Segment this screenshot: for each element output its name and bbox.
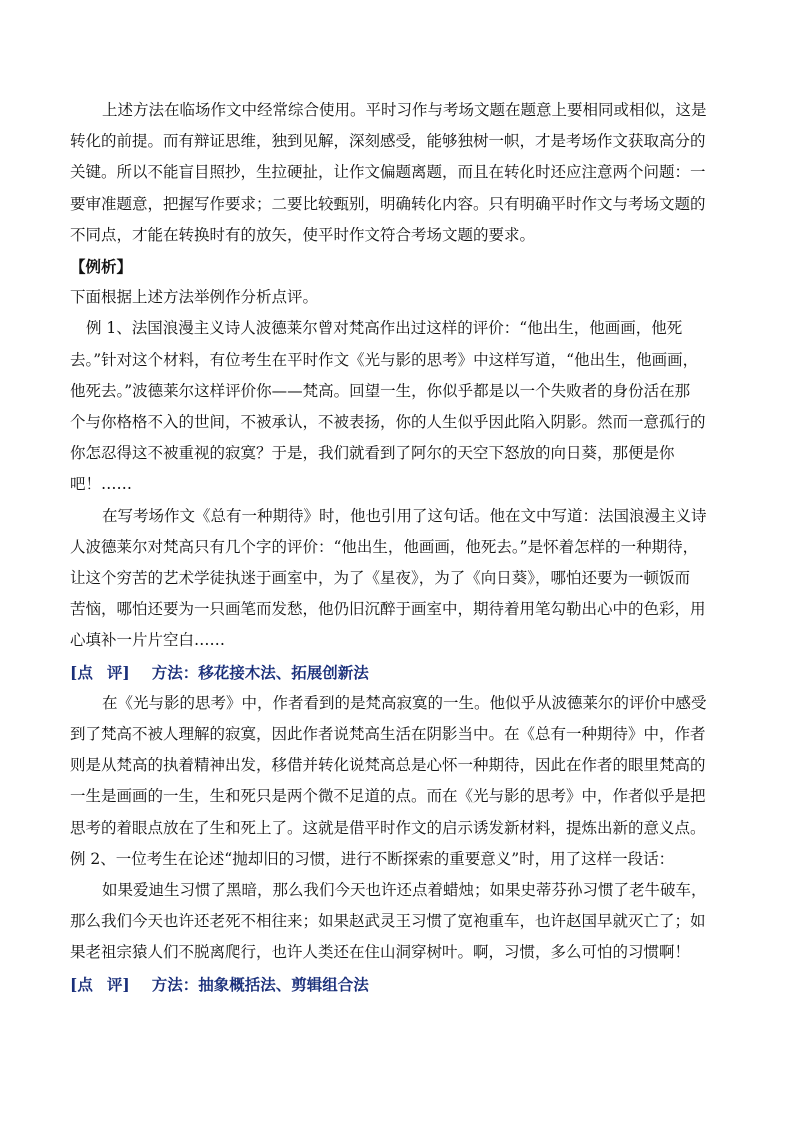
exam-essay-line: 苦恼，哪怕还要为一只画笔而发愁，他仍旧沉醉于画室中，期待着用笔勾勒出心中的色彩，用 xyxy=(70,600,706,619)
exam-essay-line: 心填补一片片空白…… xyxy=(70,631,226,650)
review-body-line: 思考的着眼点放在了生和死上了。这就是借平时作文的启示诱发新材料，提炼出新的意义点。 xyxy=(70,818,706,837)
review-label: [点 xyxy=(70,974,93,994)
example2-line: 那么我们今天也许还老死不相往来；如果赵武灵王习惯了宽袍重车，也许赵国早就灭亡了；如 xyxy=(70,912,706,931)
review-heading xyxy=(70,969,725,1000)
example1-line: 你怎忍得这不被重视的寂寞？于是，我们就看到了阿尔的天空下怒放的向日葵，那便是你 xyxy=(70,444,675,463)
example1-line: 个与你格格不入的世间，不被承认，不被表扬，你的人生似乎因此陷入阴影。然而一意孤行的 xyxy=(70,413,706,432)
example2-line: 果老祖宗猿人们不脱离爬行，也许人类还在住山洞穿树叶。啊，习惯，多么可怕的习惯啊！ xyxy=(70,943,691,962)
example-heading: 【例析】 xyxy=(70,257,133,277)
example1-line: 吧！…… xyxy=(70,475,133,494)
review-body-line: 则是从梵高的执着精神出发，移借并转化说梵高总是心怀一种期待，因此在作者的眼里梵高的 xyxy=(70,756,706,775)
paragraph-line: 不同点，才能在转换时有的放矢，使平时作文符合考场文题的要求。 xyxy=(70,225,536,244)
review-label: 评] xyxy=(106,662,130,682)
review-method: 方法：移花接木法、拓展创新法 xyxy=(151,662,369,682)
review-method: 方法：抽象概括法、剪辑组合法 xyxy=(151,974,369,994)
paragraph-line: 上述方法在临场作文中经常综合使用。平时习作与考场文题在题意上要相同或相似，这是 xyxy=(102,101,707,119)
paragraph-line: 要审准题意，把握写作要求；二要比较甄别，明确转化内容。只有明确平时作文与考场文题的 xyxy=(70,194,706,213)
exam-essay-line: 人波德莱尔对梵高只有几个字的评价：“他出生，他画画，他死去。”是怀着怎样的一种期待， xyxy=(70,537,699,556)
example1-line: 他死去。”波德莱尔这样评价你——梵高。回望一生，你似乎都是以一个失败者的身份活在那 xyxy=(70,381,691,400)
document-body xyxy=(70,95,725,1000)
review-label: [点 xyxy=(70,662,93,682)
review-body-line: 一生是画画的一生，生和死只是两个微不足道的点。而在《光与影的思考》中，作者似乎是把 xyxy=(70,787,706,806)
example2-line: 如果爱迪生习惯了黑暗，那么我们今天也许还点着蜡烛；如果史蒂芬孙习惯了老牛破车， xyxy=(102,881,707,900)
example1-line: 例 1、法国浪漫主义诗人波德莱尔曾对梵高作出过这样的评价：“他出生，他画画，他死 xyxy=(86,319,683,338)
review-heading xyxy=(70,657,725,688)
review-body-line: 到了梵高不被人理解的寂寞，因此作者说梵高生活在阴影当中。在《总有一种期待》中，作者 xyxy=(70,725,706,744)
example1-line: 去。”针对这个材料，有位考生在平时作文《光与影的思考》中这样写道，“他出生，他画画， xyxy=(70,350,699,369)
paragraph-line: 转化的前提。而有辩证思维，独到见解，深刻感受，能够独树一帜，才是考场作文获取高分的 xyxy=(70,132,706,151)
paragraph-line: 关键。所以不能盲目照抄，生拉硬扯，让作文偏题离题，而且在转化时还应注意两个问题：一 xyxy=(70,163,706,182)
exam-essay-line: 让这个穷苦的艺术学徒执迷于画室中，为了《星夜》，为了《向日葵》，哪怕还要为一顿饭而 xyxy=(70,569,691,588)
intro-line: 下面根据上述方法举例作分析点评。 xyxy=(70,288,319,307)
example2-intro: 例 2、一位考生在论述“抛却旧的习惯，进行不断探索的重要意义”时，用了这样一段话： xyxy=(70,849,675,868)
review-body-line: 在《光与影的思考》中，作者看到的是梵高寂寞的一生。他似乎从波德莱尔的评价中感受 xyxy=(102,693,707,712)
review-label: 评] xyxy=(106,974,130,994)
exam-essay-line: 在写考场作文《总有一种期待》时，他也引用了这句话。他在文中写道：法国浪漫主义诗 xyxy=(102,506,707,525)
